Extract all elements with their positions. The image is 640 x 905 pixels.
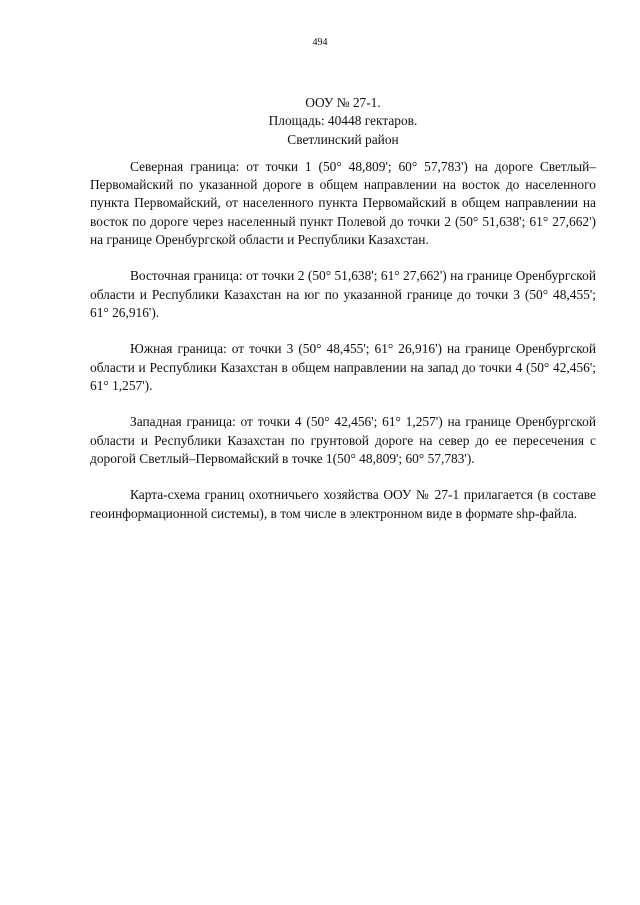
paragraph-north-border: Северная граница: от точки 1 (50° 48,809'; 60° 57,783') на дороге Светлый–Первомайский по указанной дороге в общем направлении на восток до населенного пункта Первомайский, от населенного пункта Первомайский в общем направлении на восток по дороге через населенный пункт Полевой до точки 2 (50° 51,638'; 61° 27,662') на границе Оренбургской области и Республики Казахстан. [90,159,596,247]
heading-territory-id: ООУ № 27-1. [305,95,381,110]
paragraph-map-note: Карта-схема границ охотничьего хозяйства ООУ № 27-1 прилагается (в составе геоинформационной системы), в том числе в электронном виде в формате shp-файла. [90,487,596,521]
paragraph-east-border: Восточная граница: от точки 2 (50° 51,638'; 61° 27,662') на границе Оренбургской области и Республики Казахстан на юг по указанной границе до точки 3 (50° 48,455'; 61° 26,916'). [90,268,596,320]
page-number: 494 [312,37,328,48]
heading-district: Светлинский район [287,131,399,147]
paragraph-south-border: Южная граница: от точки 3 (50° 48,455'; 61° 26,916') на границе Оренбургской области и Республики Казахстан в общем направлении на запад до точки 4 (50° 42,456'; 61° 1,257'). [90,341,596,393]
heading-area: Площадь: 40448 гектаров. [268,113,418,129]
document-heading [90,94,596,149]
document-body [90,158,596,541]
paragraph-west-border: Западная граница: от точки 4 (50° 42,456'; 61° 1,257') на границе Оренбургской области и Республики Казахстан по грунтовой дороге на север до ее пересечения с дорогой Светлый–Первомайский в точке 1(50° 48,809'; 60° 57,783'). [90,414,596,466]
